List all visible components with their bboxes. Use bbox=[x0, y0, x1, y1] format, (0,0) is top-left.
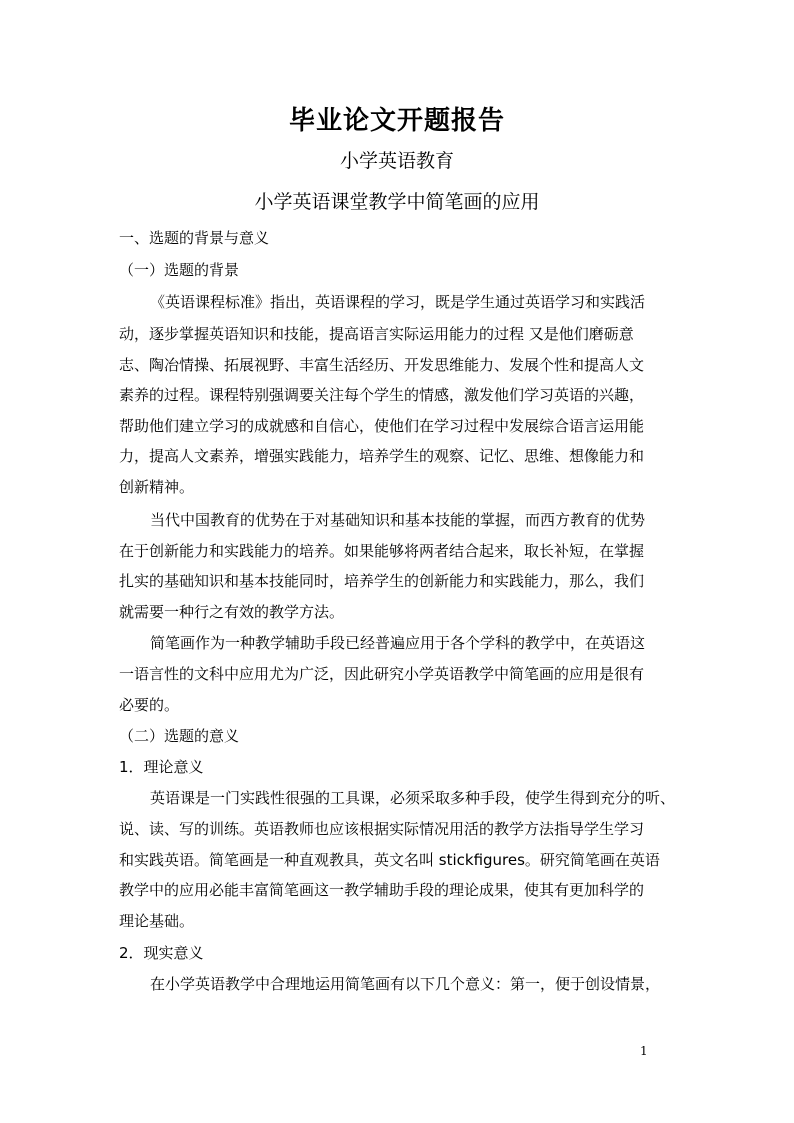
body-line: 《英语课程标准》指出，英语课程的学习，既是学生通过英语学习和实践活 bbox=[150, 293, 646, 311]
body-line: 创新精神。 bbox=[119, 478, 195, 496]
document-subtitle: 小学英语教育 bbox=[339, 150, 454, 172]
section-heading: 一、选题的背景与意义 bbox=[119, 229, 270, 247]
body-line: 必要的。 bbox=[119, 696, 180, 714]
document-title: 毕业论文开题报告 bbox=[288, 106, 505, 136]
body-line: 教学中的应用必能丰富简笔画这一教学辅助手段的理论成果，使其有更加科学的 bbox=[119, 881, 645, 899]
subsection-heading: （一）选题的背景 bbox=[119, 261, 240, 279]
numbered-heading: 1．理论意义 bbox=[119, 758, 204, 776]
thesis-topic: 小学英语课堂教学中简笔画的应用 bbox=[254, 191, 540, 213]
body-line: 动，逐步掌握英语知识和技能，提高语言实际运用能力的过程 又是他们磨砺意 bbox=[119, 325, 634, 343]
body-line: 志、陶冶情操、拓展视野、丰富生活经历、开发思维能力、发展个性和提高人文 bbox=[119, 356, 645, 374]
body-line: 一语言性的文科中应用尤为广泛，因此研究小学英语教学中简笔画的应用是很有 bbox=[119, 665, 645, 683]
body-line: 在小学英语教学中合理地运用简笔画有以下几个意义：第一，便于创设情景， bbox=[150, 975, 661, 993]
body-line: 在于创新能力和实践能力的培养。如果能够将两者结合起来，取长补短，在掌握 bbox=[119, 542, 645, 560]
body-line: 就需要一种行之有效的教学方法。 bbox=[119, 603, 345, 621]
body-line: 扎实的基础知识和基本技能同时，培养学生的创新能力和实践能力，那么，我们 bbox=[119, 572, 645, 590]
page-number: 1 bbox=[640, 1044, 648, 1058]
body-line: 素养的过程。课程特别强调要关注每个学生的情感，激发他们学习英语的兴趣， bbox=[119, 386, 645, 404]
body-line: 和实践英语。简笔画是一种直观教具，英文名叫 stickfigures。研究简笔画在英语 bbox=[119, 851, 660, 869]
body-line: 简笔画作为一种教学辅助手段已经普遍应用于各个学科的教学中，在英语这 bbox=[150, 634, 646, 652]
body-line: 帮助他们建立学习的成就感和自信心，使他们在学习过程中发展综合语言运用能 bbox=[119, 417, 645, 435]
body-line: 力，提高人文素养，增强实践能力，培养学生的观察、记忆、思维、想像能力和 bbox=[119, 447, 645, 465]
body-line: 英语课是一门实践性很强的工具课，必须采取多种手段，使学生得到充分的听、 bbox=[150, 789, 676, 807]
body-line: 理论基础。 bbox=[119, 912, 195, 930]
body-line: 当代中国教育的优势在于对基础知识和基本技能的掌握，而西方教育的优势 bbox=[150, 511, 646, 529]
numbered-heading: 2．现实意义 bbox=[119, 944, 204, 962]
subsection-heading: （二）选题的意义 bbox=[119, 727, 240, 745]
body-line: 说、读、写的训练。英语教师也应该根据实际情况用活的教学方法指导学生学习 bbox=[119, 820, 645, 838]
